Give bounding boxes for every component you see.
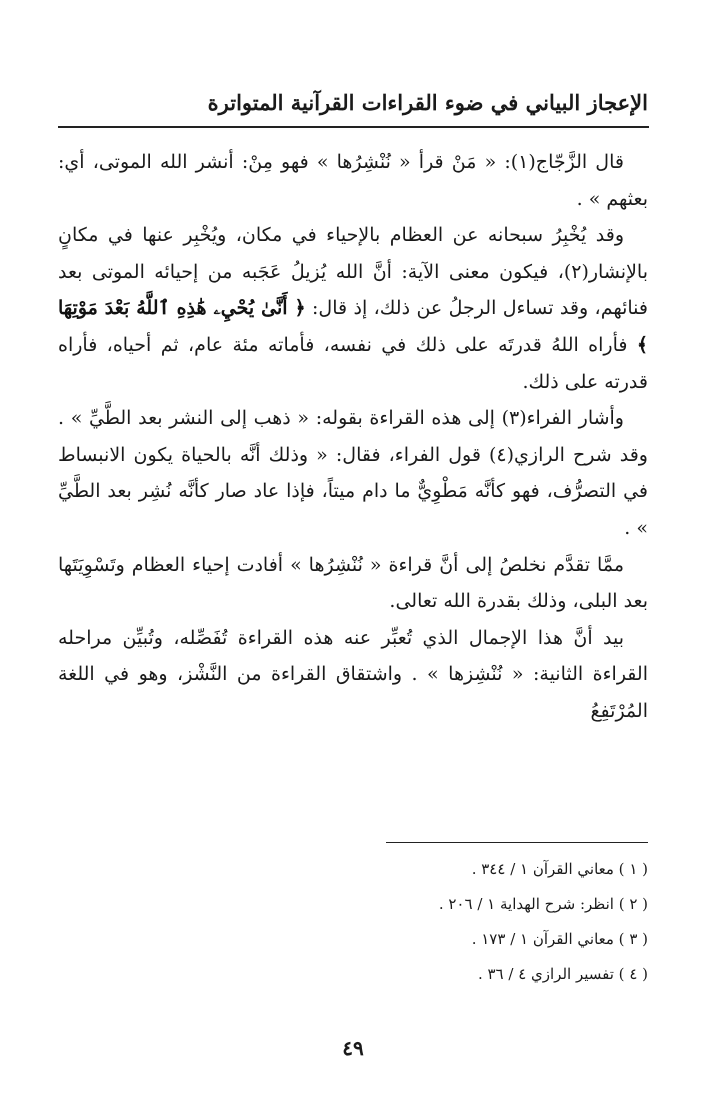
paragraph-text: وقد يُخْبِرُ سبحانه عن العظام بالإحياء في مكان، ويُخْبِر عنها في مكانٍ بالإنشار(٢)، فيكون معنى الآية: أنَّ الله يُزيلُ عَجَبه من إحيائه الموتى بعد فنائهم، وقد تساءل الرجلُ عن ذلك، إذ قال: bbox=[58, 224, 648, 320]
paragraph-insha-meaning bbox=[58, 217, 648, 400]
paragraph-conclusion: ممَّا تقدَّم نخلصُ إلى أنَّ قراءة « نُنْشِرُها » أفادت إحياء العظام وتَسْوِيَتَها بعد البلى، وذلك بقدرة الله تعالى. bbox=[58, 553, 648, 613]
main-text bbox=[58, 144, 648, 730]
paragraph-text: فأراه اللهُ قدرتَه على ذلك في نفسه، فأماته مئة عام، ثم أحياه، فأراه قدرته على ذلك. bbox=[58, 333, 648, 393]
header-divider bbox=[58, 126, 649, 128]
quran-verse: ﴿ أَنَّىٰ يُحْيِۦ هَٰذِهِ ٱللَّهُ بَعْدَ مَوْتِهَا ﴾ bbox=[58, 297, 648, 356]
footnote-3: ( ٣ ) معاني القرآن ١ / ١٧٣ . bbox=[471, 930, 648, 948]
footnote-2: ( ٢ ) انظر: شرح الهداية ١ / ٢٠٦ . bbox=[438, 895, 648, 913]
paragraph-second-reading: بيد أنَّ هذا الإجمال الذي تُعبِّر عنه هذه القراءة تُفَصِّله، وتُبيِّن مراحله القراءة الثانية: « نُنْشِزها » . واشتقاق القراءة من النَّشْز، وهو في اللغة المُرْتَفِعُ bbox=[58, 626, 648, 722]
paragraph-farra-razi: وأشار الفراء(٣) إلى هذه القراءة بقوله: « ذهب إلى النشر بعد الطَّيِّ » . وقد شرح الرازي(٤) قول الفراء، فقال: « وذلك أنَّه بالحياة يكون الانبساط في التصرُّف، فهو كأنَّه مَطْوِيٌّ ما دام ميتاً، فإذا عاد صار كأنَّه نُشِر بعد الطَّيِّ » . bbox=[58, 407, 648, 539]
footnotes bbox=[58, 852, 648, 992]
page-number: ٤٩ bbox=[342, 1036, 364, 1060]
paragraph-zajjaj-quote: قال الزَّجّاج(١): « مَنْ قرأ « نُنْشِرُها » فهو مِنْ: أنشر الله الموتى، أي: بعثهم » . bbox=[58, 151, 648, 210]
running-head-title: الإعجاز البياني في ضوء القراءات القرآنية المتواترة bbox=[207, 90, 648, 115]
footnote-divider bbox=[386, 842, 648, 843]
footnote-1: ( ١ ) معاني القرآن ١ / ٣٤٤ . bbox=[471, 860, 648, 878]
footnote-4: ( ٤ ) تفسير الرازي ٤ / ٣٦ . bbox=[477, 965, 648, 983]
